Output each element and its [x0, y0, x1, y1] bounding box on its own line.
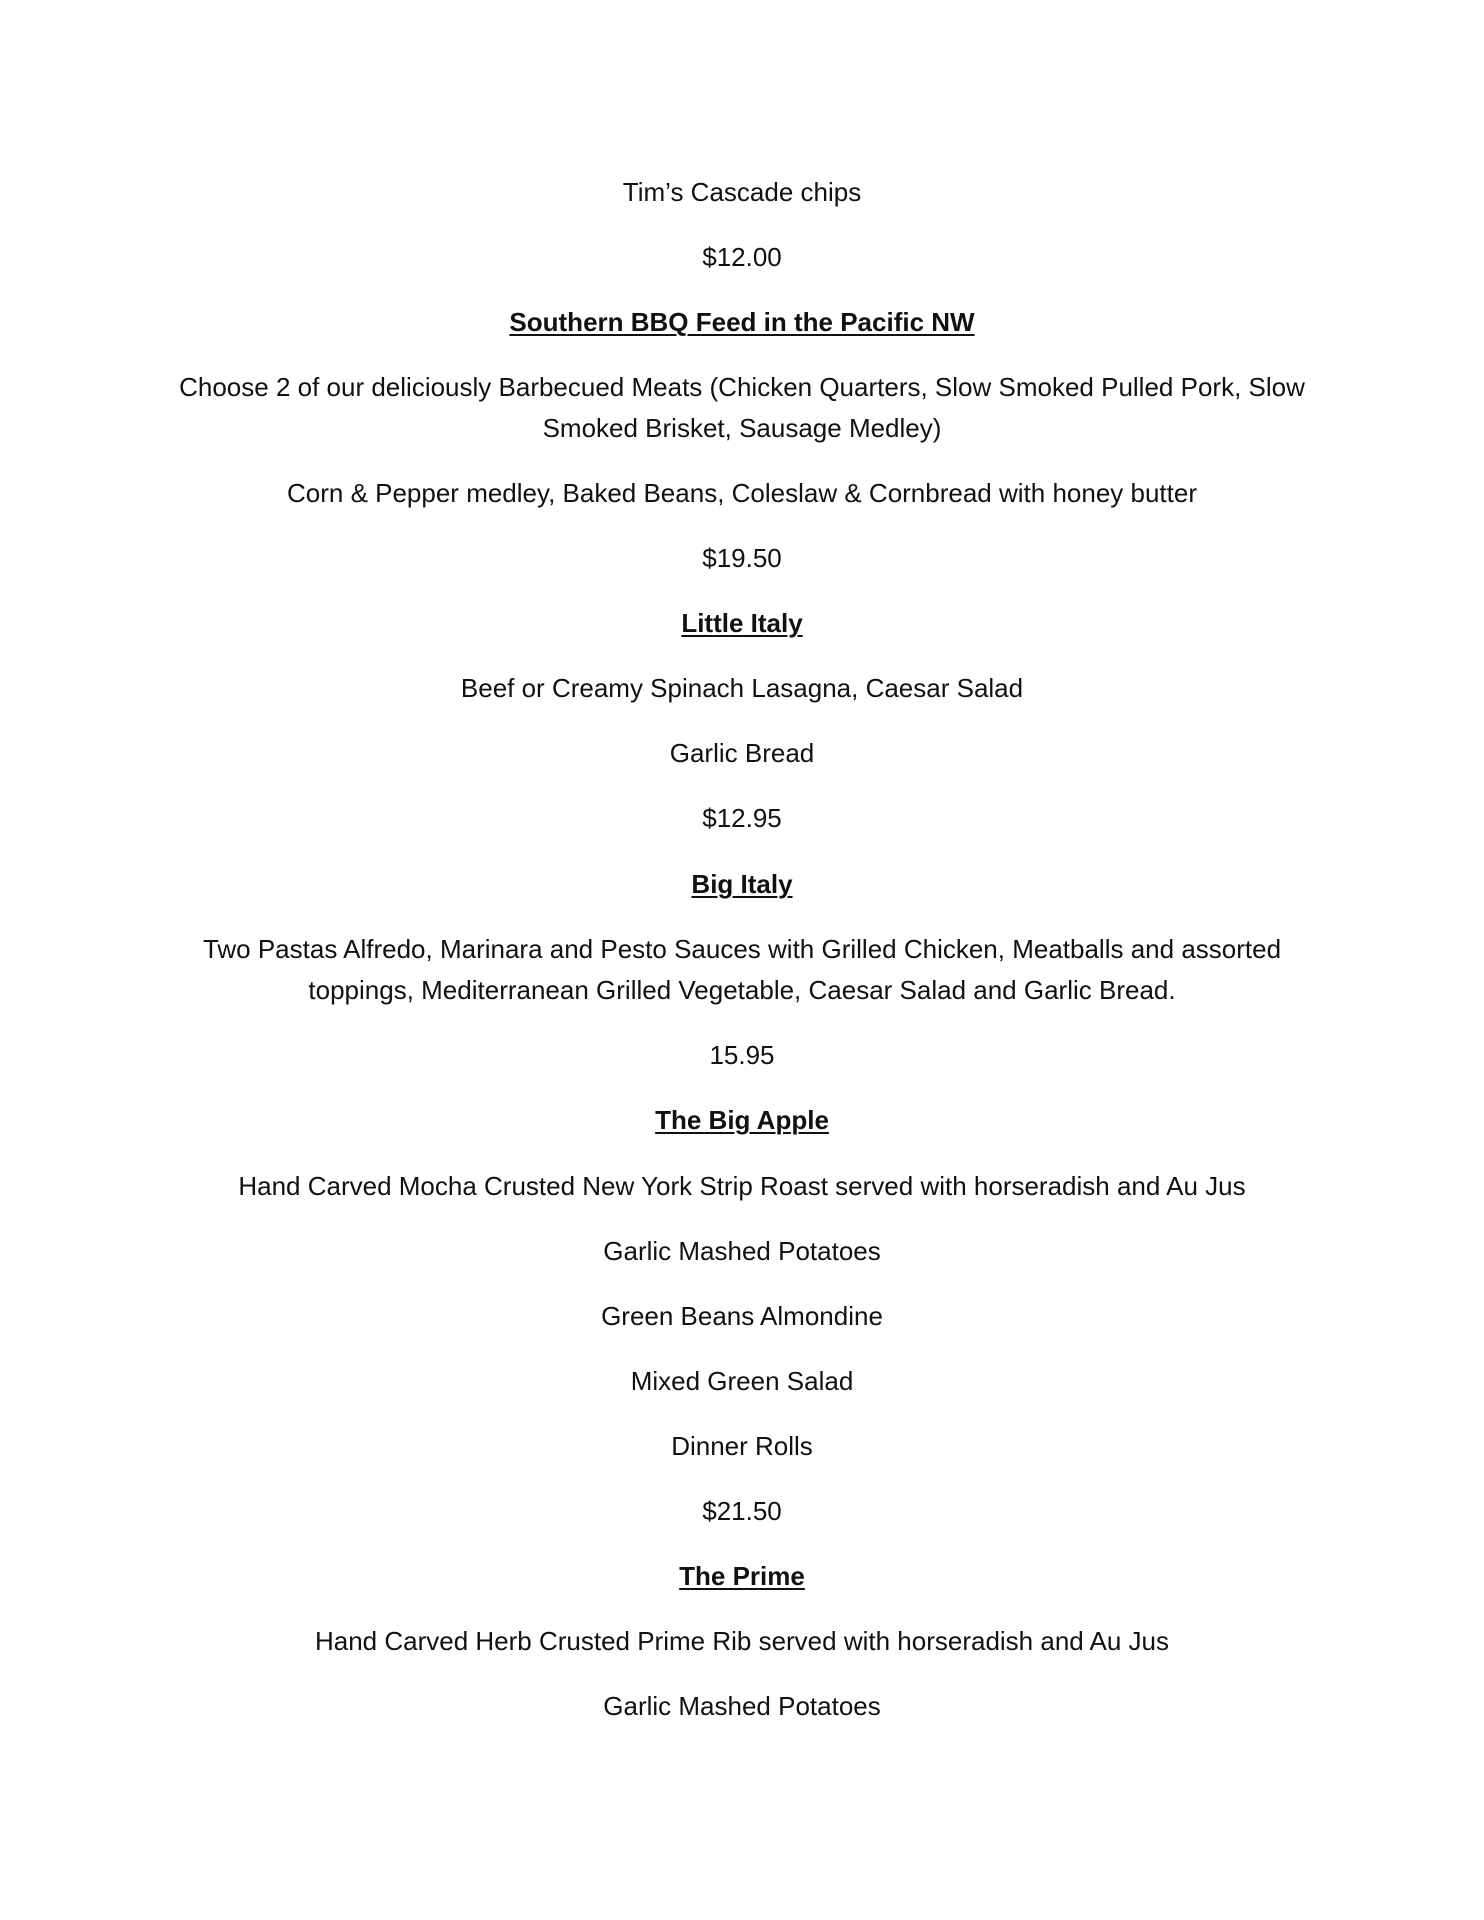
menu-item-text: Garlic Mashed Potatoes	[603, 1691, 881, 1721]
menu-item-text: Hand Carved Herb Crusted Prime Rib served with horseradish and Au Jus	[314, 1626, 1170, 1656]
menu-item-text: Choose 2 of our deliciously Barbecued Meats (Chicken Quarters, Slow Smoked Pulled Pork, Slow Smoked Brisket, Sausage Medley)	[179, 372, 1305, 443]
menu-price: $21.50	[702, 1496, 782, 1526]
menu-price: 15.95	[709, 1040, 775, 1070]
menu-item-text: Beef or Creamy Spinach Lasagna, Caesar Salad	[460, 673, 1024, 703]
menu-price: $19.50	[702, 543, 782, 573]
section-title-southern-bbq: Southern BBQ Feed in the Pacific NW	[509, 307, 975, 337]
menu-item-text: Hand Carved Mocha Crusted New York Strip Roast served with horseradish and Au Jus	[238, 1171, 1246, 1201]
section-title-big-apple: The Big Apple	[655, 1105, 829, 1135]
menu-item-text: Mixed Green Salad	[630, 1366, 854, 1396]
menu-item-text: Garlic Mashed Potatoes	[603, 1236, 881, 1266]
menu-item-text: Dinner Rolls	[671, 1431, 813, 1461]
menu-item-text: Tim’s Cascade chips	[622, 177, 862, 207]
menu-price: $12.00	[702, 242, 782, 272]
menu-item-text: Corn & Pepper medley, Baked Beans, Coleslaw & Cornbread with honey butter	[286, 478, 1197, 508]
menu-item-text: Green Beans Almondine	[601, 1301, 883, 1331]
section-title-big-italy: Big Italy	[691, 869, 793, 899]
section-title-the-prime: The Prime	[679, 1561, 805, 1591]
menu-price: $12.95	[702, 803, 782, 833]
menu-item-text: Two Pastas Alfredo, Marinara and Pesto Sauces with Grilled Chicken, Meatballs and assorted toppings, Mediterranean Grilled Vegetable, Caesar Salad and Garlic Bread.	[202, 934, 1282, 1005]
section-title-little-italy: Little Italy	[681, 608, 803, 638]
menu-item-text: Garlic Bread	[669, 738, 815, 768]
